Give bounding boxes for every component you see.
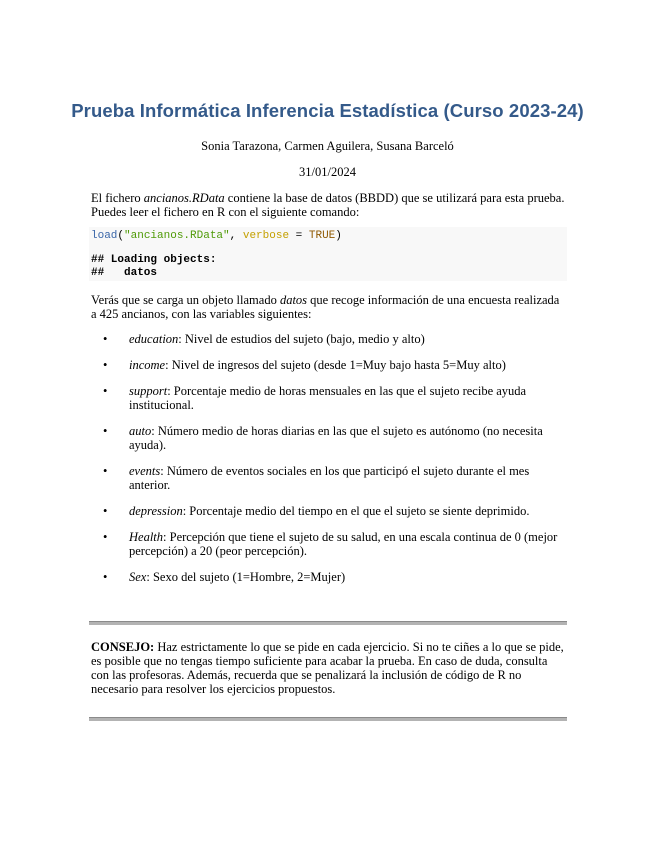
page-title: Prueba Informática Inferencia Estadística (Curso 2023-24) — [71, 100, 584, 121]
variable-name: Health — [129, 530, 164, 544]
variable-name: depression — [129, 504, 183, 518]
divider-top — [89, 621, 567, 625]
code-paren-close: ) — [335, 230, 342, 242]
variables-intro-start: Verás que se carga un objeto llamado — [91, 293, 280, 307]
code-comma: , — [229, 230, 243, 242]
list-item — [91, 504, 566, 518]
bullet-icon: • — [103, 358, 108, 372]
file-name: ancianos.RData — [143, 191, 225, 205]
bullet-icon: • — [103, 384, 108, 398]
list-item — [91, 424, 566, 452]
variables-intro — [91, 293, 566, 321]
variable-description: : Nivel de ingresos del sujeto (desde 1=Muy bajo hasta 5=Muy alto) — [165, 358, 506, 372]
bullet-icon: • — [103, 464, 108, 478]
variable-description: : Porcentaje medio de horas mensuales en las que el sujeto recibe ayuda institucional. — [129, 384, 527, 412]
code-function: load — [91, 230, 118, 242]
list-item — [91, 570, 566, 584]
variable-name: income — [129, 358, 166, 372]
code-paren-open: ( — [117, 230, 125, 242]
tip-paragraph — [91, 640, 566, 696]
variable-name: education — [129, 332, 179, 346]
variable-description: : Número medio de horas diarias en las que el sujeto es autónomo (no necesita ayuda). — [129, 424, 543, 452]
list-item — [91, 332, 566, 346]
variables-list — [91, 332, 566, 596]
intro-text-end: contiene la base de datos (BBDD) que se utilizará para esta prueba. Puedes leer el fichero en R con el siguiente comando: — [91, 191, 565, 219]
code-line-load — [91, 230, 342, 243]
list-item — [91, 384, 566, 412]
tip-text: Haz estrictamente lo que se pide en cada ejercicio. Si no te ciñes a lo que se pide, es posible que no tengas tiempo suficiente para acabar la prueba. En caso de duda, consulta con las profesoras. Además, recuerda que se penalizará la inclusión de código de R no necesario para resolver los ejercicios propuestos. — [91, 640, 564, 696]
variable-name: events — [129, 464, 161, 478]
variable-description: : Número de eventos sociales en los que participó el sujeto durante el mes anterior. — [129, 464, 530, 492]
bullet-icon: • — [103, 504, 108, 518]
code-equals: = — [289, 230, 309, 242]
bullet-icon: • — [103, 570, 108, 584]
date: 31/01/2024 — [299, 165, 356, 179]
bullet-icon: • — [103, 530, 108, 544]
variable-description: : Porcentaje medio del tiempo en el que el sujeto se siente deprimido. — [182, 504, 530, 518]
code-output-line-1: ## Loading objects: — [91, 254, 217, 266]
code-argument: verbose — [242, 230, 290, 242]
tip-label: CONSEJO: — [91, 640, 155, 654]
variable-description: : Percepción que tiene el sujeto de su salud, en una escala continua de 0 (mejor percepción) a 20 (peor percepción). — [129, 530, 558, 558]
bullet-icon: • — [103, 424, 108, 438]
intro-paragraph — [91, 191, 566, 219]
bullet-icon: • — [103, 332, 108, 346]
variable-name: support — [129, 384, 168, 398]
divider-bottom — [89, 717, 567, 721]
list-item — [91, 530, 566, 558]
code-string: "ancianos.RData" — [124, 230, 230, 242]
variable-name: Sex — [129, 570, 147, 584]
authors: Sonia Tarazona, Carmen Aguilera, Susana Barceló — [201, 139, 454, 153]
code-output-line-2: ## datos — [91, 267, 158, 279]
list-item — [91, 464, 566, 492]
variables-intro-end: que recoge información de una encuesta realizada a 425 ancianos, con las variables siguientes: — [91, 293, 560, 321]
variable-name: auto — [129, 424, 152, 438]
object-name: datos — [279, 293, 308, 307]
list-item — [91, 358, 566, 372]
code-keyword: TRUE — [308, 230, 336, 242]
variable-description: : Sexo del sujeto (1=Hombre, 2=Mujer) — [146, 570, 346, 584]
intro-text-start: El fichero — [91, 191, 144, 205]
code-block — [89, 227, 567, 281]
variable-description: : Nivel de estudios del sujeto (bajo, medio y alto) — [178, 332, 425, 346]
